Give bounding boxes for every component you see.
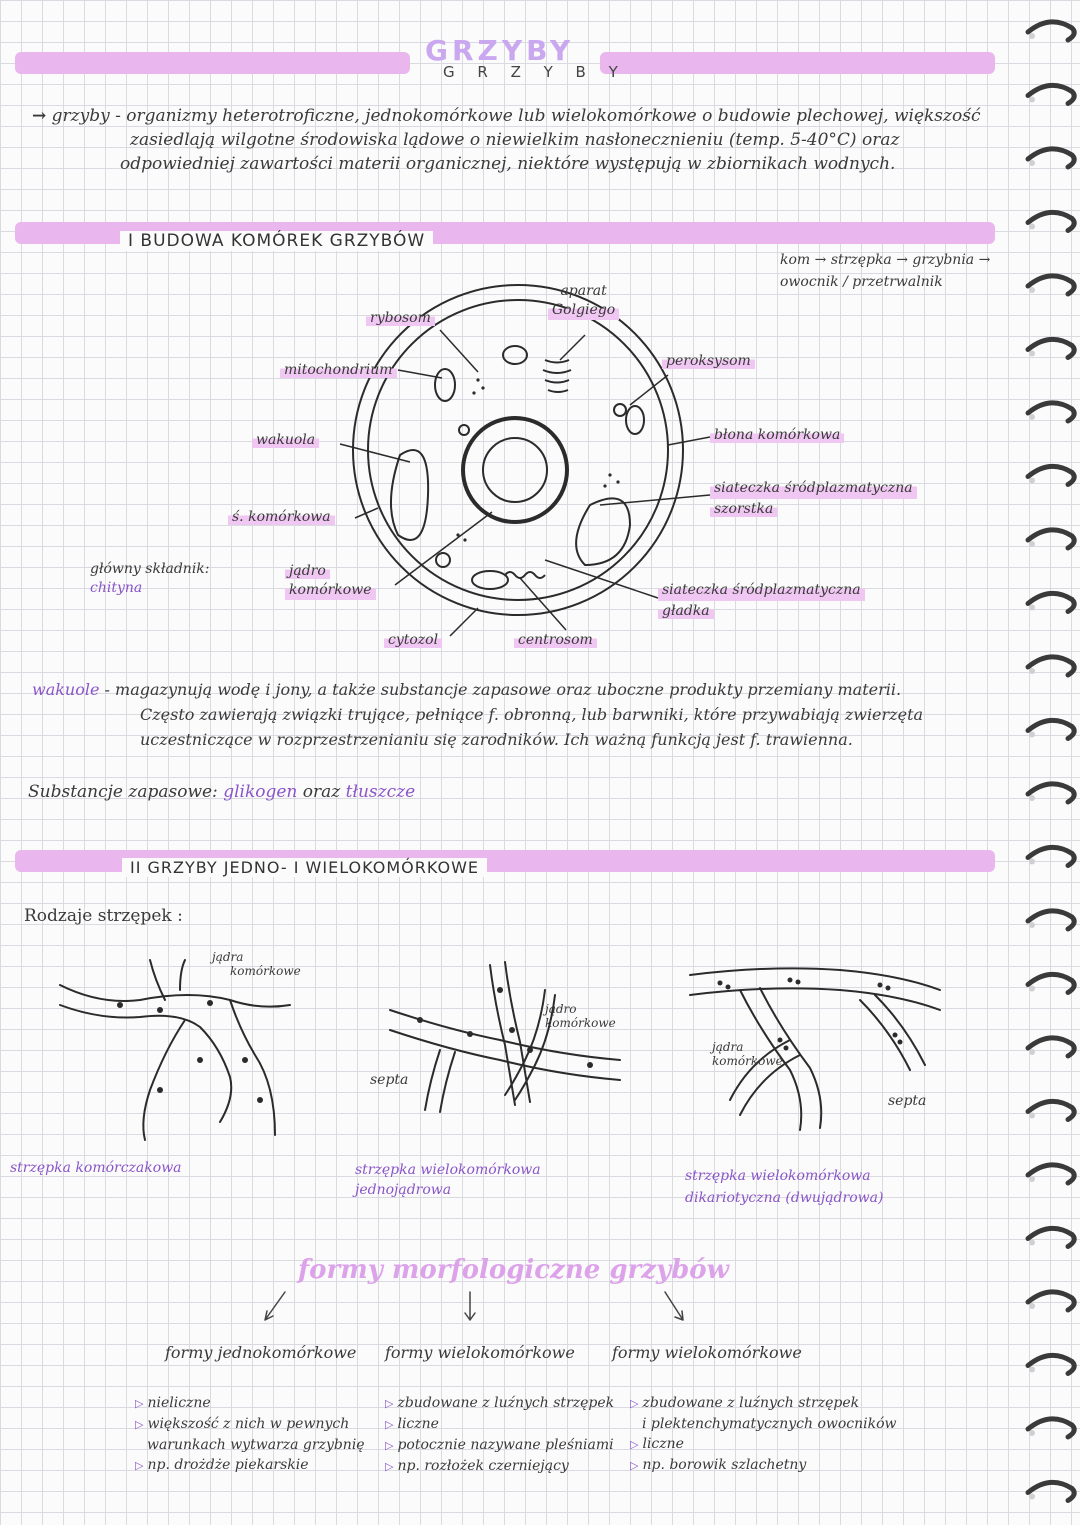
spiral-hole xyxy=(1029,541,1035,547)
hyphae-diagrams xyxy=(0,930,1000,1160)
golgi-shape-3 xyxy=(545,380,569,383)
vacuole-right-shape xyxy=(576,498,630,565)
morph-arrows xyxy=(0,1290,1000,1335)
definition-arrow: → xyxy=(32,106,47,126)
spiral-ring xyxy=(1028,911,1074,929)
spiral-ring xyxy=(1028,720,1074,738)
spiral-hole xyxy=(1029,1113,1035,1119)
spiral-hole xyxy=(1029,224,1035,230)
spiral-hole xyxy=(1029,605,1035,611)
form-3-title: formy wielokomórkowe xyxy=(612,1343,802,1362)
form-2-list: ▷ zbudowane z luźnych strzępek ▷ liczne ▷ potocznie nazywane pleśniami ▷ np. rozłożek czerniejący xyxy=(385,1395,615,1474)
spiral-hole xyxy=(1029,986,1035,992)
page-title: GRZYBY xyxy=(425,34,575,67)
spiral-ring xyxy=(1028,847,1074,865)
wakuole-line-2: Często zawierają związki trujące, pełniące f. obronną, lub barwniki, które przywabiają zwierzęta xyxy=(140,705,924,724)
spiral-hole xyxy=(1029,1303,1035,1309)
vesicle-1-shape xyxy=(459,425,469,435)
hypha-coenocytic xyxy=(60,960,290,1140)
label-peroksysom: peroksysom xyxy=(662,353,755,369)
side-note-line-1: kom → strzępka → grzybnia → xyxy=(780,252,991,268)
hypha-caption-1: strzępka komórczakowa xyxy=(10,1160,182,1176)
label-cytozol: cytozol xyxy=(384,632,442,648)
nucleolus-outline xyxy=(483,438,547,502)
spiral-ring xyxy=(1028,1038,1074,1056)
label-jadro-komorkowe: jądro komórkowe xyxy=(285,562,376,600)
hypha-caption-2: strzępka wielokomórkowa jednojądrowa xyxy=(355,1162,541,1198)
spiral-hole xyxy=(1029,351,1035,357)
section1-heading: I BUDOWA KOMÓREK GRZYBÓW xyxy=(120,231,433,251)
mitochondrion-3-shape xyxy=(472,571,508,589)
vesicle-2-shape xyxy=(436,553,450,567)
spiral-ring xyxy=(1028,1292,1074,1310)
spiral-hole xyxy=(1029,1176,1035,1182)
h3-label-jadra: jądra komórkowe xyxy=(712,1040,783,1068)
spiral-ring xyxy=(1028,1165,1074,1183)
golgi-shape-1 xyxy=(545,360,569,363)
h2-label-jadro: jądro komórkowe xyxy=(545,1002,616,1030)
hypha-caption-3: strzępka wielokomórkowa dikariotyczna (dwujądrowa) xyxy=(685,1168,884,1206)
spiral-ring xyxy=(1028,657,1074,675)
label-wakuola: wakuola xyxy=(252,432,319,448)
spiral-ring xyxy=(1028,974,1074,992)
spiral-ring xyxy=(1028,339,1074,357)
label-glowny-skladnik: główny składnik: chityna xyxy=(90,561,210,596)
label-blona-komorkowa: błona komórkowa xyxy=(710,427,844,443)
spiral-ring xyxy=(1028,85,1074,103)
form-1-title: formy jednokomórkowe xyxy=(165,1343,357,1362)
spiral-ring xyxy=(1028,1419,1074,1437)
spiral-hole xyxy=(1029,732,1035,738)
spiral-hole xyxy=(1029,1430,1035,1436)
spiral-ring xyxy=(1028,1355,1074,1373)
mitochondrion-2-shape xyxy=(626,406,644,434)
label-siateczka-szorstka: siateczka śródplazmatyczna szorstka xyxy=(710,478,917,520)
title-highlight-left xyxy=(15,52,410,74)
spiral-binding xyxy=(1018,0,1080,1525)
er-smooth-shape xyxy=(505,572,545,578)
nucleus-outline xyxy=(463,418,567,522)
form-1-list: ▷ nieliczne ▷ większość z nich w pewnych warunkach wytwarza grzybnię ▷ np. drożdże piekarskie xyxy=(135,1395,365,1473)
spiral-hole xyxy=(1029,97,1035,103)
spiral-ring xyxy=(1028,466,1074,484)
wakuole-line-3: uczestniczące w rozprzestrzenianiu się zarodników. Ich ważną funkcją jest f. trawienna. xyxy=(140,730,853,749)
spiral-ring xyxy=(1028,784,1074,802)
label-rybosom: rybosom xyxy=(366,310,435,326)
spiral-ring xyxy=(1028,22,1074,40)
spiral-hole xyxy=(1029,1049,1035,1055)
h1-label-jadra: jądra komórkowe xyxy=(212,950,301,978)
wakuole-line-1: - magazynują wodę i jony, a także substancje zapasowe oraz uboczne produkty przemiany materii. xyxy=(104,680,902,699)
definition xyxy=(32,104,980,128)
morph-title: formy morfologiczne grzybów xyxy=(298,1255,729,1285)
h3-label-septa: septa xyxy=(888,1093,927,1109)
definition-term: grzyby xyxy=(51,106,110,126)
spiral-ring xyxy=(1028,212,1074,230)
spiral-ring xyxy=(1028,403,1074,421)
spiral-ring xyxy=(1028,593,1074,611)
hypha-septate-uninucleate xyxy=(390,962,620,1112)
spiral-hole xyxy=(1029,478,1035,484)
label-mitochondrium: mitochondrium xyxy=(280,362,397,378)
spiral-ring xyxy=(1028,1101,1074,1119)
mitochondrion-4-shape xyxy=(503,346,527,364)
golgi-shape-2 xyxy=(543,370,571,373)
spiral-hole xyxy=(1029,33,1035,39)
spiral-ring xyxy=(1028,1228,1074,1246)
spiral-hole xyxy=(1029,287,1035,293)
label-centrosom: centrosom xyxy=(514,632,597,648)
form-2-title: formy wielokomórkowe xyxy=(385,1343,575,1362)
page-subtitle: G R Z Y B Y xyxy=(443,63,627,81)
spiral-ring xyxy=(1028,530,1074,548)
vacuole-left-shape xyxy=(391,450,428,540)
wakuole-term: wakuole xyxy=(32,680,100,699)
spiral-hole xyxy=(1029,1494,1035,1500)
golgi-shape-4 xyxy=(548,390,568,392)
side-note-line-2: owocnik / przetrwalnik xyxy=(780,274,943,290)
rodzaje-strzepek: Rodzaje strzępek : xyxy=(24,906,183,926)
spiral-ring xyxy=(1028,276,1074,294)
spiral-hole xyxy=(1029,668,1035,674)
wakuole-paragraph xyxy=(32,680,901,699)
section2-heading: II GRZYBY JEDNO- I WIELOKOMÓRKOWE xyxy=(122,858,487,877)
spiral-hole xyxy=(1029,1367,1035,1373)
spiral-hole xyxy=(1029,922,1035,928)
spiral-hole xyxy=(1029,859,1035,865)
label-aparat-golgiego: aparat Golgiego xyxy=(548,282,619,320)
definition-line-2: zasiedlają wilgotne środowiska lądowe o niewielkim nasłonecznieniu (temp. 5-40°C) oraz xyxy=(130,130,900,150)
label-siateczka-gladka: siateczka śródplazmatyczna gładka xyxy=(658,580,865,622)
h2-label-septa: septa xyxy=(370,1072,409,1088)
form-3-list: ▷ zbudowane z luźnych strzępek i plektenchymatycznych owocników ▷ liczne ▷ np. borowik szlachetny xyxy=(630,1395,897,1473)
spiral-hole xyxy=(1029,1240,1035,1246)
definition-line-3: odpowiedniej zawartości materii organicznej, niektóre występują w zbiornikach wodnych. xyxy=(120,154,896,174)
spiral-hole xyxy=(1029,795,1035,801)
substancje-zapasowe: Substancje zapasowe: glikogen oraz tłuszcze xyxy=(28,782,416,802)
definition-line-1: - organizmy heterotroficzne, jednokomórkowe lub wielokomórkowe o budowie plechowej, większość xyxy=(115,106,981,126)
title-highlight-right xyxy=(600,52,995,74)
mitochondrion-1-shape xyxy=(435,369,455,401)
label-sciana-komorkowa: ś. komórkowa xyxy=(228,509,335,525)
cell-wall-outline xyxy=(353,285,683,615)
spiral-hole xyxy=(1029,160,1035,166)
peroxisome-shape xyxy=(614,404,626,416)
spiral-ring xyxy=(1028,149,1074,167)
spiral-ring xyxy=(1028,1482,1074,1500)
spiral-hole xyxy=(1029,414,1035,420)
